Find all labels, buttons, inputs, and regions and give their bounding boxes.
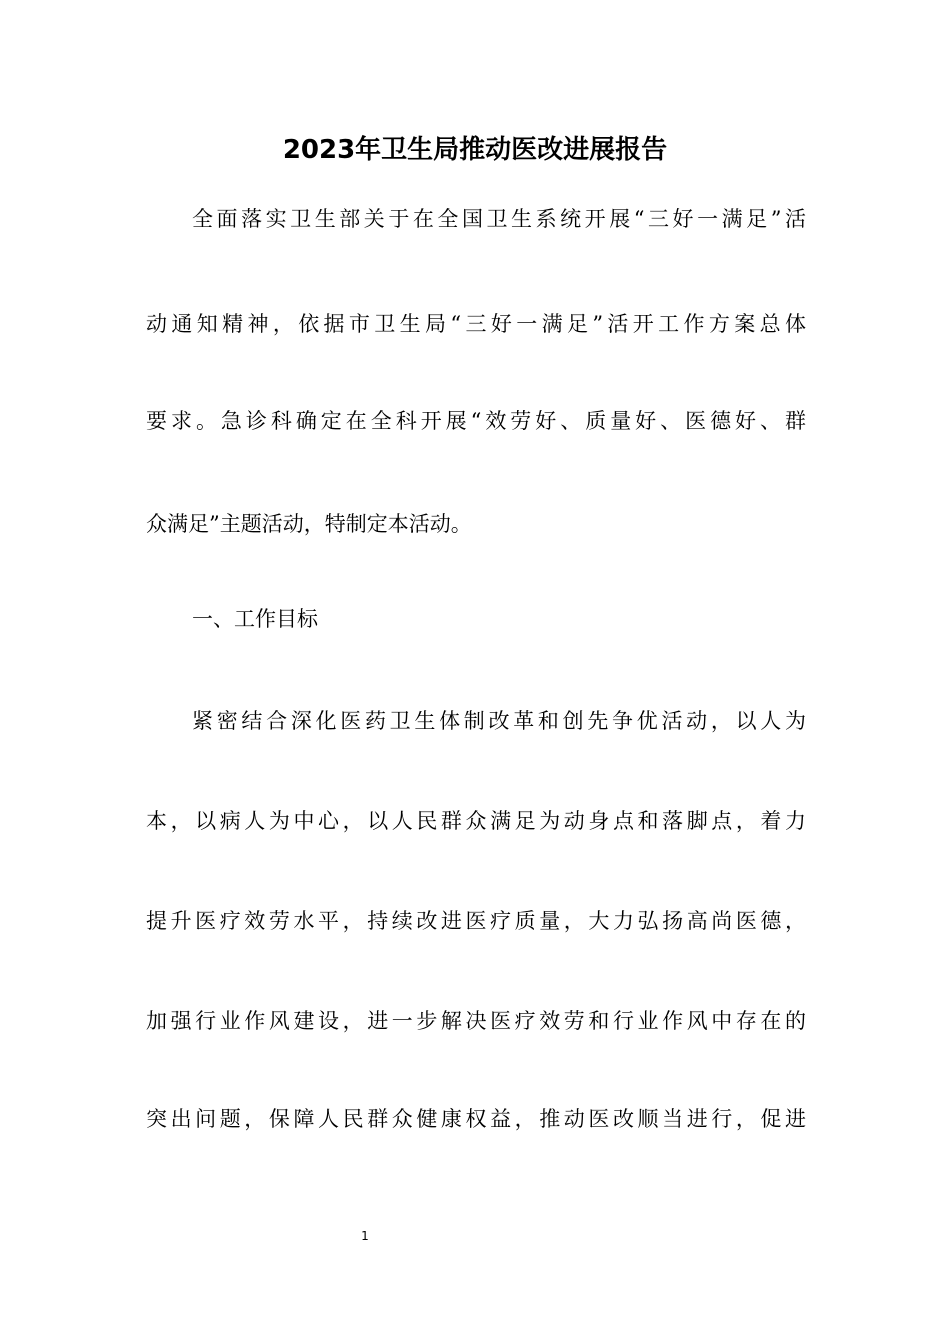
paragraph-2-line-5: 突出问题，保障人民群众健康权益，推动医改顺当进行，促进 [146, 1107, 806, 1131]
paragraph-2-line-4: 加强行业作风建设，进一步解决医疗效劳和行业作风中存在的 [146, 1009, 806, 1033]
paragraph-2-line-1: 紧密结合深化医药卫生体制改革和创先争优活动，以人为 [192, 709, 806, 733]
paragraph-2-line-2: 本，以病人为中心，以人民群众满足为动身点和落脚点，着力 [146, 809, 806, 833]
paragraph-1-line-1: 全面落实卫生部关于在全国卫生系统开展“三好一满足”活 [192, 207, 806, 231]
paragraph-1-line-4: 众满足”主题活动，特制定本活动。 [146, 512, 472, 536]
paragraph-1-line-2: 动通知精神，依据市卫生局“三好一满足”活开工作方案总体 [146, 312, 806, 336]
section-heading-work-goals: 一、工作目标 [192, 607, 318, 631]
paragraph-1-line-3: 要求。急诊科确定在全科开展“效劳好、质量好、医德好、群 [146, 409, 806, 433]
document-title: 2023年卫生局推动医改进展报告 [282, 135, 668, 165]
paragraph-2-line-3: 提升医疗效劳水平，持续改进医疗质量，大力弘扬高尚医德， [146, 909, 806, 933]
page-number: 1 [361, 1229, 369, 1243]
